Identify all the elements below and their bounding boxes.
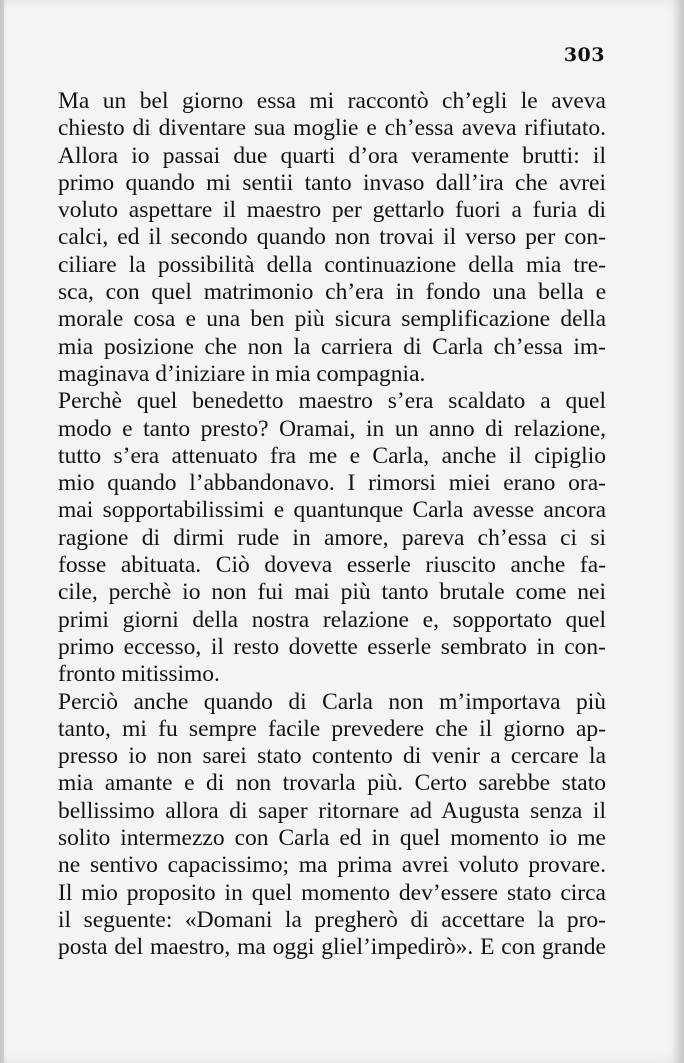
text-line: mia amante e di non trovarla più. Certo sarebbe stato <box>58 770 606 797</box>
text-line: solito intermezzo con Carla ed in quel momento io me <box>58 825 606 852</box>
page-right-shadow <box>672 0 684 1063</box>
text-line: posta del maestro, ma oggi gliel’impedirò». E con grande <box>58 934 606 961</box>
text-line: voluto aspettare il maestro per gettarlo fuori a furia di <box>58 197 606 224</box>
text-line: primo quando mi sentii tanto invaso dall’ira che avrei <box>58 169 606 196</box>
text-line: primi giorni della nostra relazione e, sopportato quel <box>58 606 606 633</box>
text-line: calci, ed il secondo quando non trovai il verso per con- <box>58 224 606 251</box>
text-line: morale cosa e una ben più sicura semplificazione della <box>58 306 606 333</box>
text-line: bellissimo allora di saper ritornare ad Augusta senza il <box>58 797 606 824</box>
text-line: mia posizione che non la carriera di Carla ch’essa im- <box>58 333 606 360</box>
text-line: cile, perchè io non fui mai più tanto brutale come nei <box>58 579 606 606</box>
text-line: Allora io passai due quarti d’ora veramente brutti: il <box>58 142 606 169</box>
text-line: ciliare la possibilità della continuazione della mia tre- <box>58 251 606 278</box>
text-line: Perciò anche quando di Carla non m’importava più <box>58 688 606 715</box>
paragraph-3 <box>58 689 606 962</box>
text-line: modo e tanto presto? Oramai, in un anno di relazione, <box>58 415 606 442</box>
text-line: maginava d’iniziare in mia compagnia. <box>58 360 426 387</box>
body-text <box>58 88 606 988</box>
paragraph-1 <box>58 88 606 388</box>
text-line: fronto mitissimo. <box>58 661 220 688</box>
text-line: fosse abituata. Ciò doveva esserle riuscito anche fa- <box>58 552 606 579</box>
text-line: Ma un bel giorno essa mi raccontò ch’egli le aveva <box>58 88 606 114</box>
text-line: mio quando l’abbandonavo. I rimorsi miei erano ora- <box>58 470 606 497</box>
text-line: Il mio proposito in quel momento dev’essere stato circa <box>58 879 606 906</box>
text-line: ne sentivo capacissimo; ma prima avrei voluto provare. <box>58 852 606 879</box>
text-line: presso io non sarei stato contento di venir a cercare la <box>58 743 606 770</box>
text-line: chiesto di diventare sua moglie e ch’essa aveva rifiutato. <box>58 115 606 142</box>
text-line: tanto, mi fu sempre facile prevedere che il giorno ap- <box>58 715 606 742</box>
text-line: tutto s’era attenuato fra me e Carla, anche il cipiglio <box>58 442 606 469</box>
paragraph-2 <box>58 388 606 688</box>
text-line: Perchè quel benedetto maestro s’era scaldato a quel <box>58 388 606 415</box>
text-line: mai sopportabilissimi e quantunque Carla avesse ancora <box>58 497 606 524</box>
text-line: il seguente: «Domani la pregherò di accettare la pro- <box>58 906 606 933</box>
page-number: 303 <box>563 44 605 66</box>
text-line: primo eccesso, il resto dovette esserle sembrato in con- <box>58 633 606 660</box>
text-line: ragione di dirmi rude in amore, pareva ch’essa ci si <box>58 524 606 551</box>
text-line: sca, con quel matrimonio ch’era in fondo una bella e <box>58 279 606 306</box>
page-left-shadow <box>0 0 8 1063</box>
